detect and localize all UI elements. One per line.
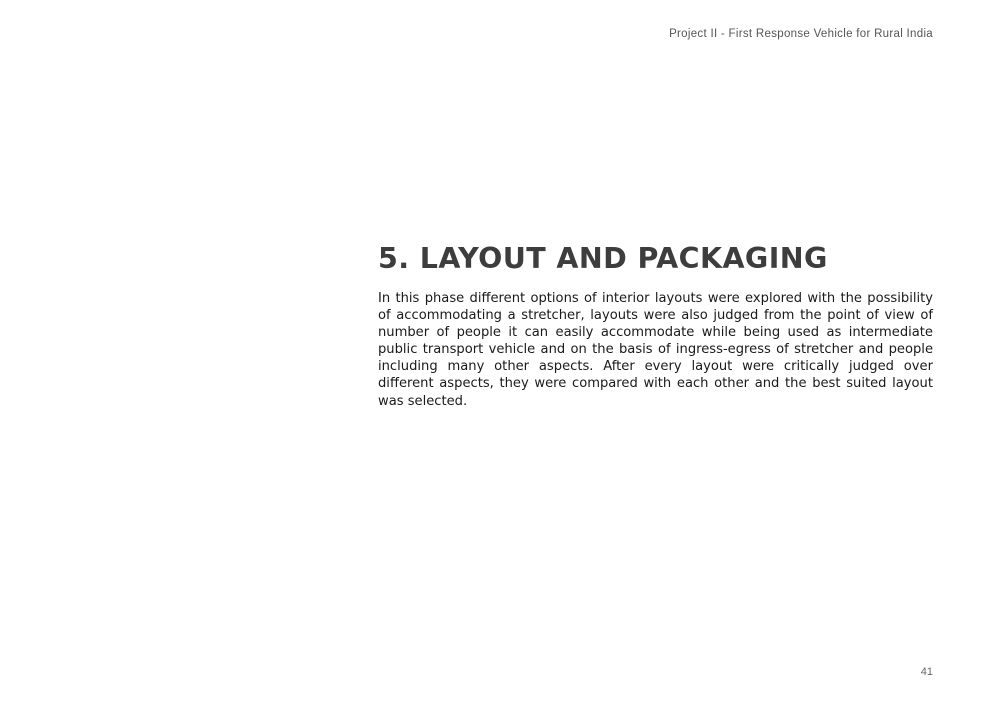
section-title: 5. LAYOUT AND PACKAGING [378,242,828,275]
page-number: 41 [920,666,933,678]
section-body-paragraph: In this phase different options of interior layouts were explored with the possibility of accommodating a stretcher, layouts were also judged from the point of view of number of people it can easily accommodate while being used as intermediate public transport vehicle and on the basis of ingress-egress of stretcher and people including many other aspects. After every layout were critically judged over different aspects, they were compared with each other and the best suited layout was selected. [378,291,933,409]
running-header: Project II - First Response Vehicle for Rural India [669,28,933,40]
section-content [378,240,933,410]
